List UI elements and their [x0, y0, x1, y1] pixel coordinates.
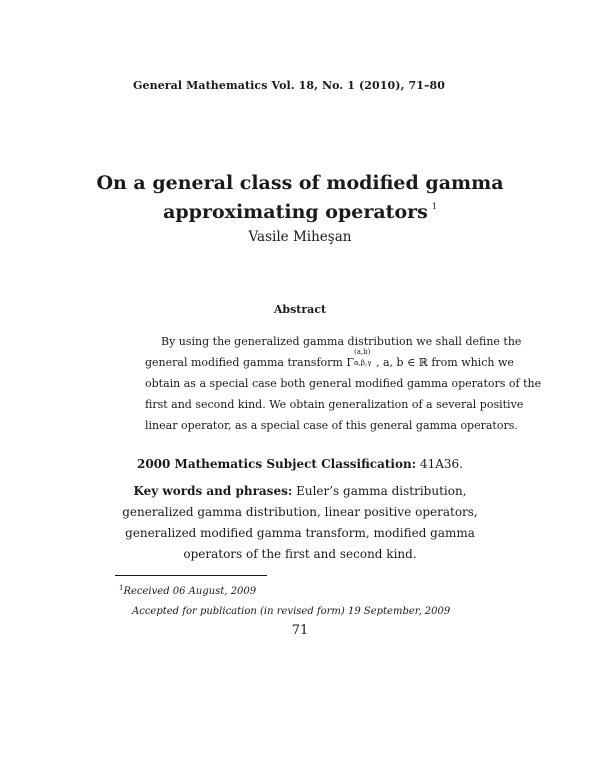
title-footnote-mark: 1: [431, 202, 437, 211]
abstract-heading: Abstract: [273, 303, 327, 316]
keywords: [108, 481, 492, 565]
footnote-received: Received 06 August, 2009: [123, 586, 257, 597]
footnote-accepted: Accepted for publication (in revised form) 19 September, 2009: [132, 606, 451, 617]
msc-value: 41A36.: [416, 457, 463, 471]
gamma-superscript: (a,b): [353, 348, 371, 356]
footnote-divider: [115, 575, 267, 576]
paper-title: [0, 172, 600, 224]
abstract-line-2-b: , a, b ∈ ℝ from which we: [375, 356, 514, 369]
msc-label: 2000 Mathematics Subject Classification:: [136, 457, 417, 471]
author-name: Vasile Miheşan: [248, 229, 352, 245]
title-line-2: [0, 195, 600, 224]
journal-header: General Mathematics Vol. 18, No. 1 (2010), 71–80: [133, 79, 446, 92]
msc-classification: [0, 457, 600, 471]
abstract-line-2: [145, 348, 514, 373]
footnote-line-1: [119, 586, 256, 597]
gamma-transform-symbol: [346, 348, 376, 369]
keywords-value: Euler’s gamma distribution, generalized gamma distribution, linear positive operators, generalized modified gamma transform, modified gamma operators of the first and second kind.: [122, 484, 478, 561]
abstract-line-1: By using the generalized gamma distribution we shall define the: [161, 335, 522, 348]
footnote-mark: 1: [119, 584, 124, 592]
abstract-line-4: first and second kind. We obtain generalization of a several positive: [145, 398, 524, 411]
keywords-label: Key words and phrases:: [133, 484, 293, 498]
title-line-2-text: approximating operators: [163, 201, 428, 223]
gamma-subscript: α,β,γ: [353, 359, 372, 367]
abstract-line-3: obtain as a special case both general modified gamma operators of the: [145, 377, 542, 390]
page-number: 71: [291, 623, 309, 638]
gamma-letter: Γ: [346, 356, 354, 369]
title-line-1: On a general class of modified gamma: [96, 172, 504, 194]
footnote: [119, 578, 450, 622]
abstract-body: [145, 331, 542, 436]
abstract-line-2-a: general modified gamma transform: [145, 356, 347, 369]
abstract-line-5: linear operator, as a special case of this general gamma operators.: [145, 419, 518, 432]
